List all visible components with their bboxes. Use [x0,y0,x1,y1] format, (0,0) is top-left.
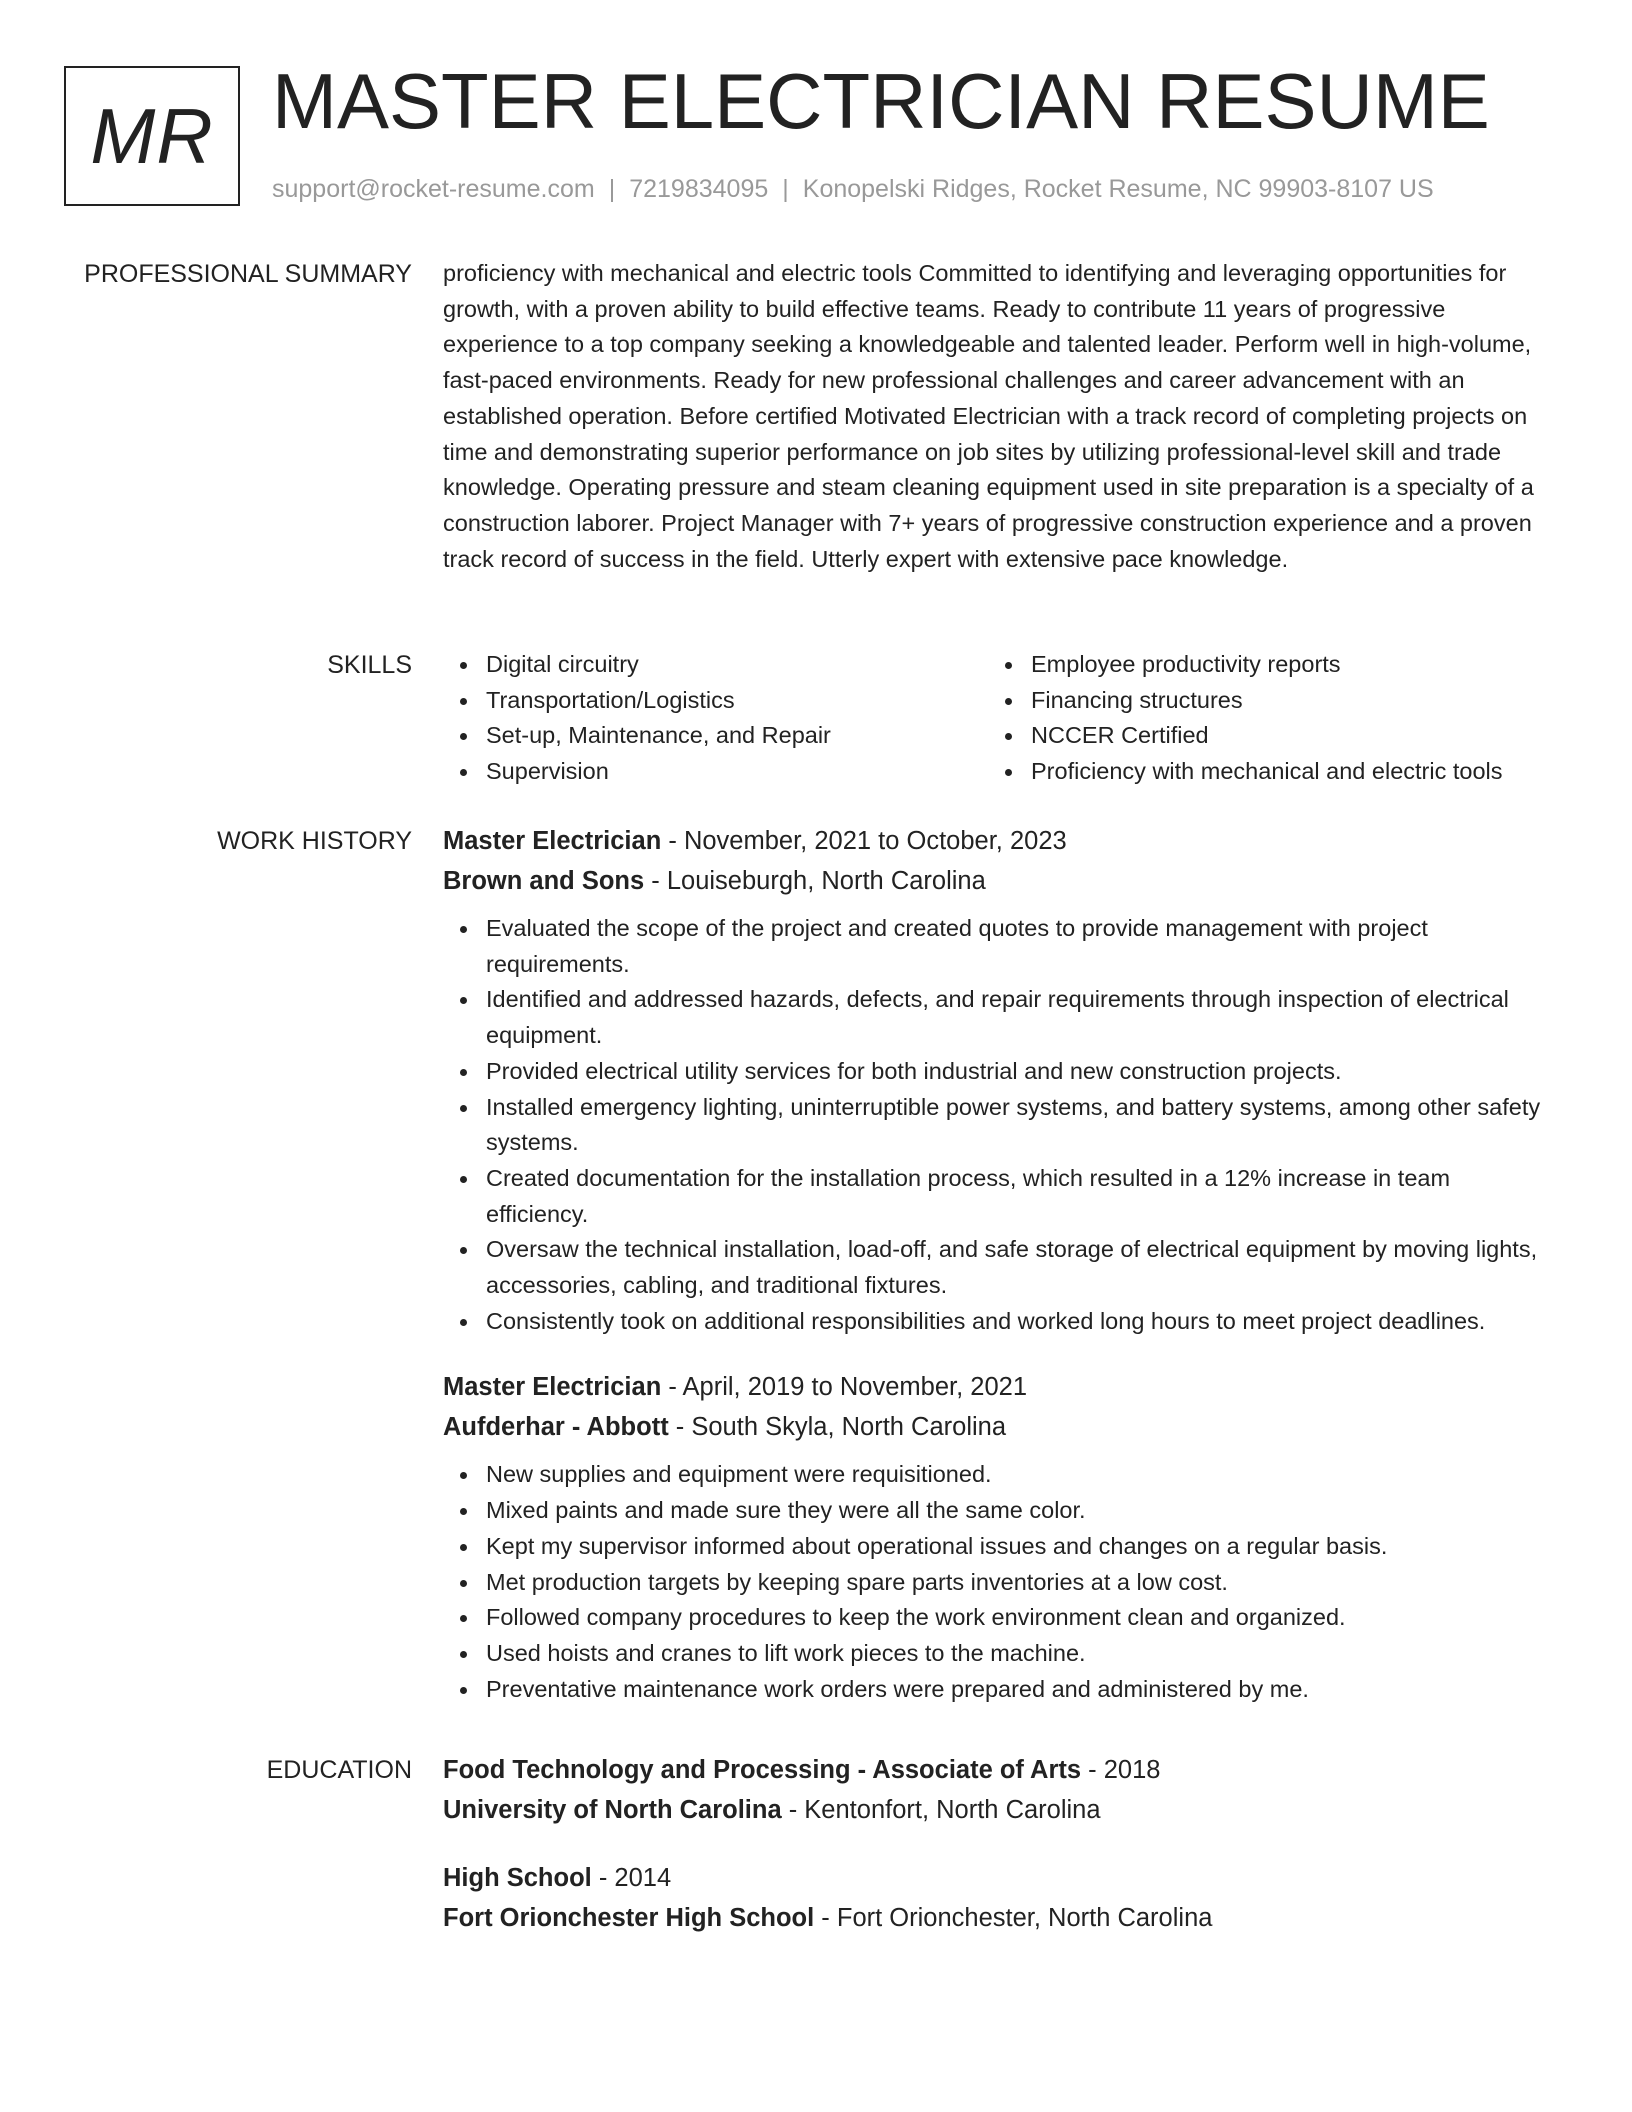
education-entry [443,1858,1553,1938]
skills-body [443,647,1553,790]
job-company: Brown and Sons [443,867,645,895]
skill-item: Employee productivity reports [988,647,1553,683]
job-bullet: Mixed paints and made sure they were all the same color. [443,1493,1553,1529]
job-location: - Louiseburgh, North Carolina [644,867,986,895]
contact-address: Konopelski Ridges, Rocket Resume, NC 99903-8107 US [802,175,1434,203]
job-title-line [443,1367,1553,1407]
summary-body [443,256,1553,577]
skill-item: Financing structures [988,683,1553,719]
job-entry [443,821,1553,1339]
contact-separator: | [782,175,789,203]
job-entry [443,1367,1553,1707]
job-company-line [443,861,1553,901]
resume-title: MASTER ELECTRICIAN RESUME [272,57,1490,145]
job-bullet: Followed company procedures to keep the work environment clean and organized. [443,1600,1553,1636]
job-company-line [443,1407,1553,1447]
contact-line [272,173,1434,205]
job-title: Master Electrician [443,1373,662,1402]
monogram: MR [64,66,240,206]
contact-phone: 7219834095 [629,175,769,203]
education-location: - Fort Orionchester, North Carolina [814,1904,1213,1932]
contact-separator: | [608,175,616,203]
education-school: University of North Carolina [443,1796,782,1824]
job-title: Master Electrician [443,827,662,855]
job-bullet: Met production targets by keeping spare parts inventories at a low cost. [443,1565,1553,1601]
job-bullet: New supplies and equipment were requisitioned. [443,1457,1553,1493]
job-title-line [443,821,1553,861]
education-year: - 2018 [1081,1756,1161,1784]
summary-text: proficiency with mechanical and electric tools Committed to identifying and leveraging opportunities for growth, with a proven ability to build effective teams. Ready to contribute 11 years of progressive experience to a top company seeking a knowledgeable and talented leader. Perform well in high-volume, fast-paced environments. Ready for new professional challenges and career advancement with an established operation. Before certified Motivated Electrician with a track record of completing projects on time and demonstrating superior performance on job sites by utilizing professional-level skill and trade knowledge. Operating pressure and steam cleaning equipment used in site preparation is a specialty of a construction laborer. Project Manager with 7+ years of progressive construction experience and a proven track record of success in the field. Utterly expert with extensive pace knowledge. [443,260,1534,572]
job-bullet: Provided electrical utility services for both industrial and new construction projects. [443,1054,1553,1090]
section-label-skills: SKILLS [327,651,412,679]
skill-item: NCCER Certified [988,718,1553,754]
skill-item: Supervision [443,754,988,790]
skill-item: Proficiency with mechanical and electric tools [988,754,1553,790]
education-degree-line [443,1858,1553,1898]
education-degree: Food Technology and Processing - Associate of Arts [443,1756,1082,1784]
job-company: Aufderhar - Abbott [443,1413,669,1442]
job-bullet: Identified and addressed hazards, defects, and repair requirements through inspection of electrical equipment. [443,982,1553,1053]
education-year: - 2014 [591,1864,672,1892]
education-degree-line [443,1750,1553,1790]
section-label-work-history: WORK HISTORY [217,827,412,855]
job-bullet: Created documentation for the installation process, which resulted in a 12% increase in team efficiency. [443,1161,1553,1232]
education-school-line [443,1790,1553,1830]
job-bullets [443,911,1553,1339]
job-bullet: Used hoists and cranes to lift work pieces to the machine. [443,1636,1553,1672]
section-label-education: EDUCATION [266,1756,412,1784]
job-bullet: Installed emergency lighting, uninterruptible power systems, and battery systems, among other safety systems. [443,1090,1553,1161]
job-dates: - November, 2021 to October, 2023 [661,827,1067,855]
job-bullet: Evaluated the scope of the project and created quotes to provide management with project requirements. [443,911,1553,982]
job-location: - South Skyla, North Carolina [668,1413,1007,1442]
skills-list [443,647,1553,790]
section-label-summary: PROFESSIONAL SUMMARY [84,260,412,288]
education-school-line [443,1898,1553,1938]
education-body [443,1750,1553,1938]
job-bullet: Consistently took on additional responsibilities and worked long hours to meet project deadlines. [443,1304,1553,1340]
job-bullets [443,1457,1553,1707]
job-bullet: Preventative maintenance work orders were prepared and administered by me. [443,1672,1553,1708]
skill-item: Transportation/Logistics [443,683,988,719]
job-bullet: Kept my supervisor informed about operational issues and changes on a regular basis. [443,1529,1553,1565]
education-school: Fort Orionchester High School [443,1904,815,1932]
job-dates: - April, 2019 to November, 2021 [661,1373,1027,1402]
education-degree: High School [443,1864,592,1892]
skill-item: Digital circuitry [443,647,988,683]
contact-email: support@rocket-resume.com [272,175,595,203]
work-history-body [443,821,1553,1707]
education-location: - Kentonfort, North Carolina [781,1796,1101,1824]
skill-item: Set-up, Maintenance, and Repair [443,718,988,754]
education-entry [443,1750,1553,1830]
job-bullet: Oversaw the technical installation, load-off, and safe storage of electrical equipment by moving lights, accessories, cabling, and traditional fixtures. [443,1232,1553,1303]
